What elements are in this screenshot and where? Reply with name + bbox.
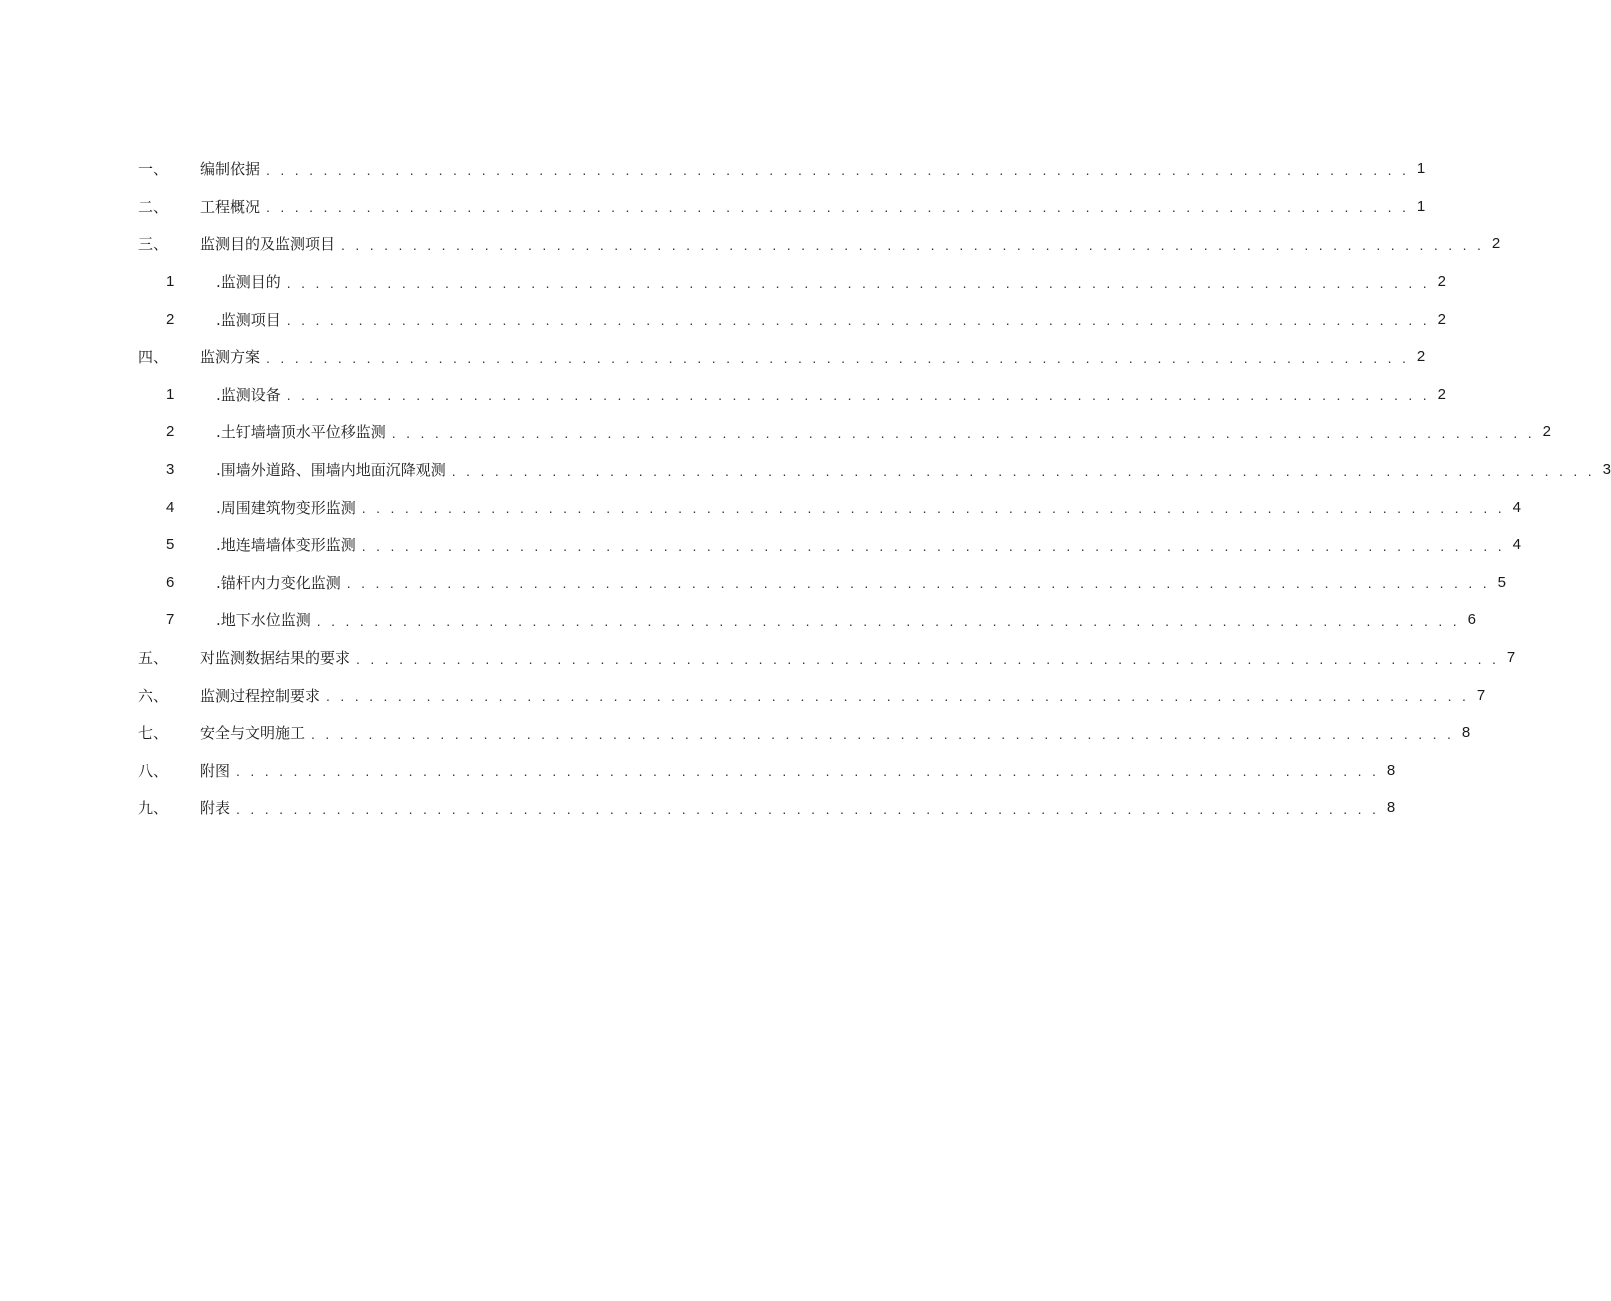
toc-dot-leader: . . . . . . . . . . . . . . . . . . . . . . . . . . . . . . . . . . . . . . . . . . . . . . . . . . . . . . . . . . . . . . . . . . . . . . . . . . . . . . . . <box>356 650 1500 667</box>
toc-entry[interactable] <box>138 601 1476 639</box>
toc-entry[interactable] <box>138 225 1501 263</box>
toc-entry[interactable] <box>138 564 1506 602</box>
toc-entry-number: 2 <box>166 423 175 441</box>
toc-entry-number: 八、 <box>138 761 169 780</box>
toc-entry-title: 附表 <box>200 799 231 818</box>
toc-entry[interactable] <box>138 714 1471 752</box>
toc-dot-leader: . . . . . . . . . . . . . . . . . . . . . . . . . . . . . . . . . . . . . . . . . . . . . . . . . . . . . . . . . . . . . . . . . . . . . . . . . . . . . . . . <box>236 800 1380 817</box>
toc-entry-page-number: 4 <box>1512 498 1521 516</box>
toc-entry-page-number: 7 <box>1476 686 1486 704</box>
toc-dot-leader: . . . . . . . . . . . . . . . . . . . . . . . . . . . . . . . . . . . . . . . . . . . . . . . . . . . . . . . . . . . . . . . . . . . . . . . . . . . . . . . . <box>341 236 1485 253</box>
toc-entry-title: .锚杆内力变化监测 <box>216 573 341 592</box>
toc-entry-number: 4 <box>166 498 175 516</box>
toc-dot-leader: . . . . . . . . . . . . . . . . . . . . . . . . . . . . . . . . . . . . . . . . . . . . . . . . . . . . . . . . . . . . . . . . . . . . . . . . . . . . . . . . <box>361 537 1505 554</box>
toc-entry-page-number: 2 <box>1437 385 1446 403</box>
toc-dot-leader: . . . . . . . . . . . . . . . . . . . . . . . . . . . . . . . . . . . . . . . . . . . . . . . . . . . . . . . . . . . . . . . . . . . . . . . . . . . . . . . . <box>286 312 1430 329</box>
toc-entry-page-number: 7 <box>1506 649 1516 667</box>
toc-entry-title: 编制依据 <box>200 160 261 179</box>
toc-dot-leader: . . . . . . . . . . . . . . . . . . . . . . . . . . . . . . . . . . . . . . . . . . . . . . . . . . . . . . . . . . . . . . . . . . . . . . . . . . . . . . . . <box>286 387 1430 404</box>
toc-entry-title: .围墙外道路、围墙内地面沉降观测 <box>216 461 446 480</box>
toc-entry-title: 对监测数据结果的要求 <box>200 649 351 668</box>
toc-dot-leader: . . . . . . . . . . . . . . . . . . . . . . . . . . . . . . . . . . . . . . . . . . . . . . . . . . . . . . . . . . . . . . . . . . . . . . . . . . . . . . . . <box>361 500 1505 517</box>
toc-entry-page-number: 8 <box>1461 724 1471 742</box>
toc-dot-leader: . . . . . . . . . . . . . . . . . . . . . . . . . . . . . . . . . . . . . . . . . . . . . . . . . . . . . . . . . . . . . . . . . . . . . . . . . . . . . . . . <box>266 199 1410 216</box>
table-of-contents <box>138 150 1611 827</box>
toc-entry-page-number: 2 <box>1416 348 1426 366</box>
toc-entry[interactable] <box>138 413 1551 451</box>
toc-entry-number: 二、 <box>138 197 169 216</box>
toc-entry[interactable] <box>138 300 1446 338</box>
toc-entry-page-number: 2 <box>1491 235 1501 253</box>
toc-entry[interactable] <box>138 188 1426 226</box>
toc-entry-page-number: 2 <box>1542 423 1551 441</box>
toc-entry[interactable] <box>138 526 1521 564</box>
toc-entry-title: .地下水位监测 <box>216 611 311 630</box>
toc-dot-leader: . . . . . . . . . . . . . . . . . . . . . . . . . . . . . . . . . . . . . . . . . . . . . . . . . . . . . . . . . . . . . . . . . . . . . . . . . . . . . . . . <box>346 575 1490 592</box>
toc-entry[interactable] <box>138 451 1611 489</box>
toc-entry-title: 附图 <box>200 761 231 780</box>
toc-entry-page-number: 5 <box>1497 573 1506 591</box>
toc-entry-page-number: 4 <box>1512 536 1521 554</box>
toc-entry-title: .地连墙墙体变形监测 <box>216 536 356 555</box>
toc-dot-leader: . . . . . . . . . . . . . . . . . . . . . . . . . . . . . . . . . . . . . . . . . . . . . . . . . . . . . . . . . . . . . . . . . . . . . . . . . . . . . . . . <box>316 612 1460 629</box>
toc-entry-page-number: 2 <box>1437 310 1446 328</box>
toc-entry-title: 监测目的及监测项目 <box>200 235 336 254</box>
toc-entry-page-number: 1 <box>1416 197 1426 215</box>
toc-entry-number: 九、 <box>138 799 169 818</box>
toc-dot-leader: . . . . . . . . . . . . . . . . . . . . . . . . . . . . . . . . . . . . . . . . . . . . . . . . . . . . . . . . . . . . . . . . . . . . . . . . . . . . . . . . <box>266 161 1410 178</box>
toc-entry-page-number: 6 <box>1467 611 1476 629</box>
toc-entry-number: 七、 <box>138 724 169 743</box>
toc-entry-number: 三、 <box>138 235 169 254</box>
toc-entry-page-number: 2 <box>1437 273 1446 291</box>
toc-entry[interactable] <box>138 789 1396 827</box>
toc-entry-number: 7 <box>166 611 175 629</box>
toc-dot-leader: . . . . . . . . . . . . . . . . . . . . . . . . . . . . . . . . . . . . . . . . . . . . . . . . . . . . . . . . . . . . . . . . . . . . . . . . . . . . . . . . <box>391 424 1535 441</box>
toc-entry-number: 六、 <box>138 686 169 705</box>
toc-entry-number: 1 <box>166 385 175 403</box>
toc-entry-title: .监测目的 <box>216 273 281 292</box>
toc-dot-leader: . . . . . . . . . . . . . . . . . . . . . . . . . . . . . . . . . . . . . . . . . . . . . . . . . . . . . . . . . . . . . . . . . . . . . . . . . . . . . . . . <box>266 349 1410 366</box>
toc-dot-leader: . . . . . . . . . . . . . . . . . . . . . . . . . . . . . . . . . . . . . . . . . . . . . . . . . . . . . . . . . . . . . . . . . . . . . . . . . . . . . . . . <box>311 725 1455 742</box>
toc-dot-leader: . . . . . . . . . . . . . . . . . . . . . . . . . . . . . . . . . . . . . . . . . . . . . . . . . . . . . . . . . . . . . . . . . . . . . . . . . . . . . . . . <box>286 274 1430 291</box>
toc-entry-page-number: 3 <box>1602 461 1611 479</box>
toc-entry-number: 一、 <box>138 160 169 179</box>
toc-entry-number: 四、 <box>138 348 169 367</box>
toc-dot-leader: . . . . . . . . . . . . . . . . . . . . . . . . . . . . . . . . . . . . . . . . . . . . . . . . . . . . . . . . . . . . . . . . . . . . . . . . . . . . . . . . <box>326 688 1470 705</box>
toc-entry-number: 2 <box>166 310 175 328</box>
toc-entry-number: 3 <box>166 461 175 479</box>
toc-entry-title: 监测方案 <box>200 348 261 367</box>
toc-entry-title: 安全与文明施工 <box>200 724 306 743</box>
toc-entry[interactable] <box>138 752 1396 790</box>
toc-entry-number: 5 <box>166 536 175 554</box>
toc-entry[interactable] <box>138 488 1521 526</box>
toc-dot-leader: . . . . . . . . . . . . . . . . . . . . . . . . . . . . . . . . . . . . . . . . . . . . . . . . . . . . . . . . . . . . . . . . . . . . . . . . . . . . . . . . <box>451 462 1595 479</box>
toc-entry-page-number: 8 <box>1386 761 1396 779</box>
toc-entry[interactable] <box>138 263 1446 301</box>
toc-entry-number: 6 <box>166 573 175 591</box>
toc-entry-title: .监测项目 <box>216 310 281 329</box>
toc-entry[interactable] <box>138 150 1426 188</box>
toc-entry-title: .周围建筑物变形监测 <box>216 498 356 517</box>
toc-entry-page-number: 1 <box>1416 160 1426 178</box>
toc-dot-leader: . . . . . . . . . . . . . . . . . . . . . . . . . . . . . . . . . . . . . . . . . . . . . . . . . . . . . . . . . . . . . . . . . . . . . . . . . . . . . . . . <box>236 763 1380 780</box>
toc-entry-title: .土钉墙墙顶水平位移监测 <box>216 423 386 442</box>
toc-entry-number: 1 <box>166 273 175 291</box>
toc-entry[interactable] <box>138 376 1446 414</box>
toc-entry[interactable] <box>138 338 1426 376</box>
toc-entry-title: .监测设备 <box>216 385 281 404</box>
toc-entry-number: 五、 <box>138 649 169 668</box>
toc-entry[interactable] <box>138 676 1486 714</box>
toc-entry-title: 工程概况 <box>200 197 261 216</box>
toc-entry[interactable] <box>138 639 1516 677</box>
toc-entry-title: 监测过程控制要求 <box>200 686 321 705</box>
toc-entry-page-number: 8 <box>1386 799 1396 817</box>
